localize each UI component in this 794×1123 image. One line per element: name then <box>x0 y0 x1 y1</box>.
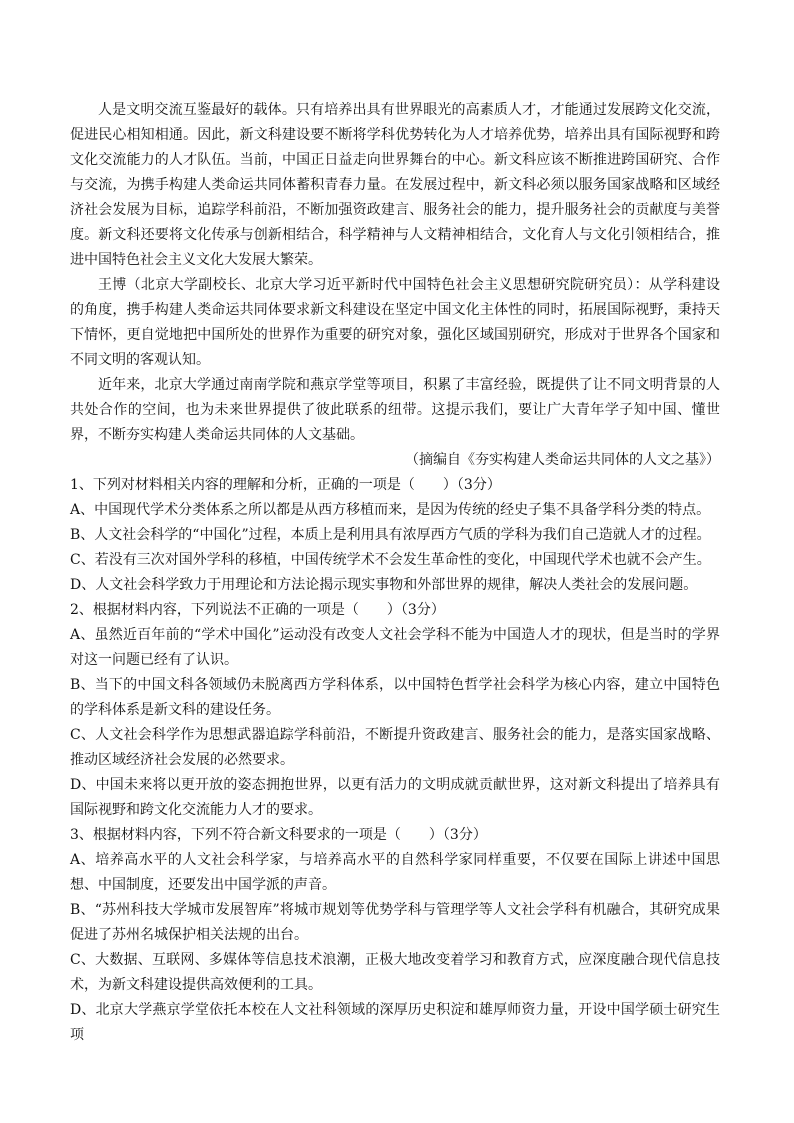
question-stem: 2、根据材料内容，下列说法不正确的一项是（ ）（3分） <box>70 602 445 618</box>
option-a: A、培养高水平的人文社会科学家，与培养高水平的自然科学家同样重要，不仅要在国际上讲述中国思想、中国制度，还要发出中国学派的声音。 <box>70 852 720 893</box>
option-c: C、人文社会科学作为思想武器追踪学科前沿，不断提升资政建言、服务社会的能力，是落实国家战略、推动区域经济社会发展的必然要求。 <box>70 727 720 768</box>
option-d: D、北京大学燕京学堂依托本校在人文社科领域的深厚历史积淀和雄厚师资力量，开设中国学硕士研究生项 <box>70 1002 720 1043</box>
question-stem: 1、下列对材料相关内容的理解和分析，正确的一项是（ ）（3分） <box>70 477 501 493</box>
passage-paragraph-1: 人是文明交流互鉴最好的载体。只有培养出具有世界眼光的高素质人才，才能通过发展跨文化交流，促进民心相知相通。因此，新文科建设要不断将学科优势转化为人才培养优势，培养出具有国际视野和跨文化交流能力的人才队伍。当前，中国正日益走向世界舞台的中心。新文科应该不断推进跨国研究、合作与交流，为携手构建人类命运共同体蓄积青春力量。在发展过程中，新文科必须以服务国家战略和区域经济社会发展为目标，追踪学科前沿，不断加强资政建言、服务社会的能力，提升服务社会的贡献度与美誉度。新文科还要将文化传承与创新相结合，科学精神与人文精神相结合，文化育人与文化引领相结合，推进中国特色社会主义文化大发展大繁荣。 <box>70 102 720 268</box>
option-d: D、中国未来将以更开放的姿态拥抱世界，以更有活力的文明成就贡献世界，这对新文科提出了培养具有国际视野和跨文化交流能力人才的要求。 <box>70 777 720 818</box>
question-stem: 3、根据材料内容，下列不符合新文科要求的一项是（ ）（3分） <box>70 827 487 843</box>
option-c: C、大数据、互联网、多媒体等信息技术浪潮，正极大地改变着学习和教育方式，应深度融合现代信息技术，为新文科建设提供高效便利的工具。 <box>70 952 720 993</box>
option-a: A、中国现代学术分类体系之所以都是从西方移植而来，是因为传统的经史子集不具备学科分类的特点。 <box>70 502 711 518</box>
option-b: B、“苏州科技大学城市发展智库”将城市规划等优势学科与管理学等人文社会学科有机融合，其研究成果促进了苏州名城保护相关法规的出台。 <box>70 902 720 943</box>
question-list <box>70 473 720 1048</box>
question-1 <box>70 473 720 598</box>
passage-paragraph-2: 王博（北京大学副校长、北京大学习近平新时代中国特色社会主义思想研究院研究员）：从学科建设的角度，携手构建人类命运共同体要求新文科建设在坚定中国文化主体性的同时，拓展国际视野，秉持天下情怀，更自觉地把中国所处的世界作为重要的研究对象，强化区域国别研究，形成对于世界各个国家和不同文明的客观认知。 <box>70 277 720 368</box>
option-c: C、若没有三次对国外学科的移植，中国传统学术不会发生革命性的变化，中国现代学术也就不会产生。 <box>70 552 711 568</box>
passage-source: （摘编自《夯实构建人类命运共同体的人文之基》） <box>405 452 720 468</box>
option-d: D、人文社会科学致力于用理论和方法论揭示现实事物和外部世界的规律，解决人类社会的发展问题。 <box>70 577 698 593</box>
option-b: B、人文社会科学的“中国化”过程，本质上是利用具有浓厚西方气质的学科为我们自己造就人才的过程。 <box>70 527 711 543</box>
passage <box>70 98 720 473</box>
option-b: B、当下的中国文科各领域仍未脱离西方学科体系，以中国特色哲学社会科学为核心内容，建立中国特色的学科体系是新文科的建设任务。 <box>70 677 720 718</box>
option-a: A、虽然近百年前的“学术中国化”运动没有改变人文社会学科不能为中国造人才的现状，但是当时的学界对这一问题已经有了认识。 <box>70 627 720 668</box>
question-2 <box>70 598 720 823</box>
question-3 <box>70 823 720 1048</box>
passage-paragraph-3: 近年来，北京大学通过南南学院和燕京学堂等项目，积累了丰富经验，既提供了让不同文明背景的人共处合作的空间，也为未来世界提供了彼此联系的纽带。这提示我们，要让广大青年学子知中国、懂世界，不断夯实构建人类命运共同体的人文基础。 <box>70 377 720 443</box>
